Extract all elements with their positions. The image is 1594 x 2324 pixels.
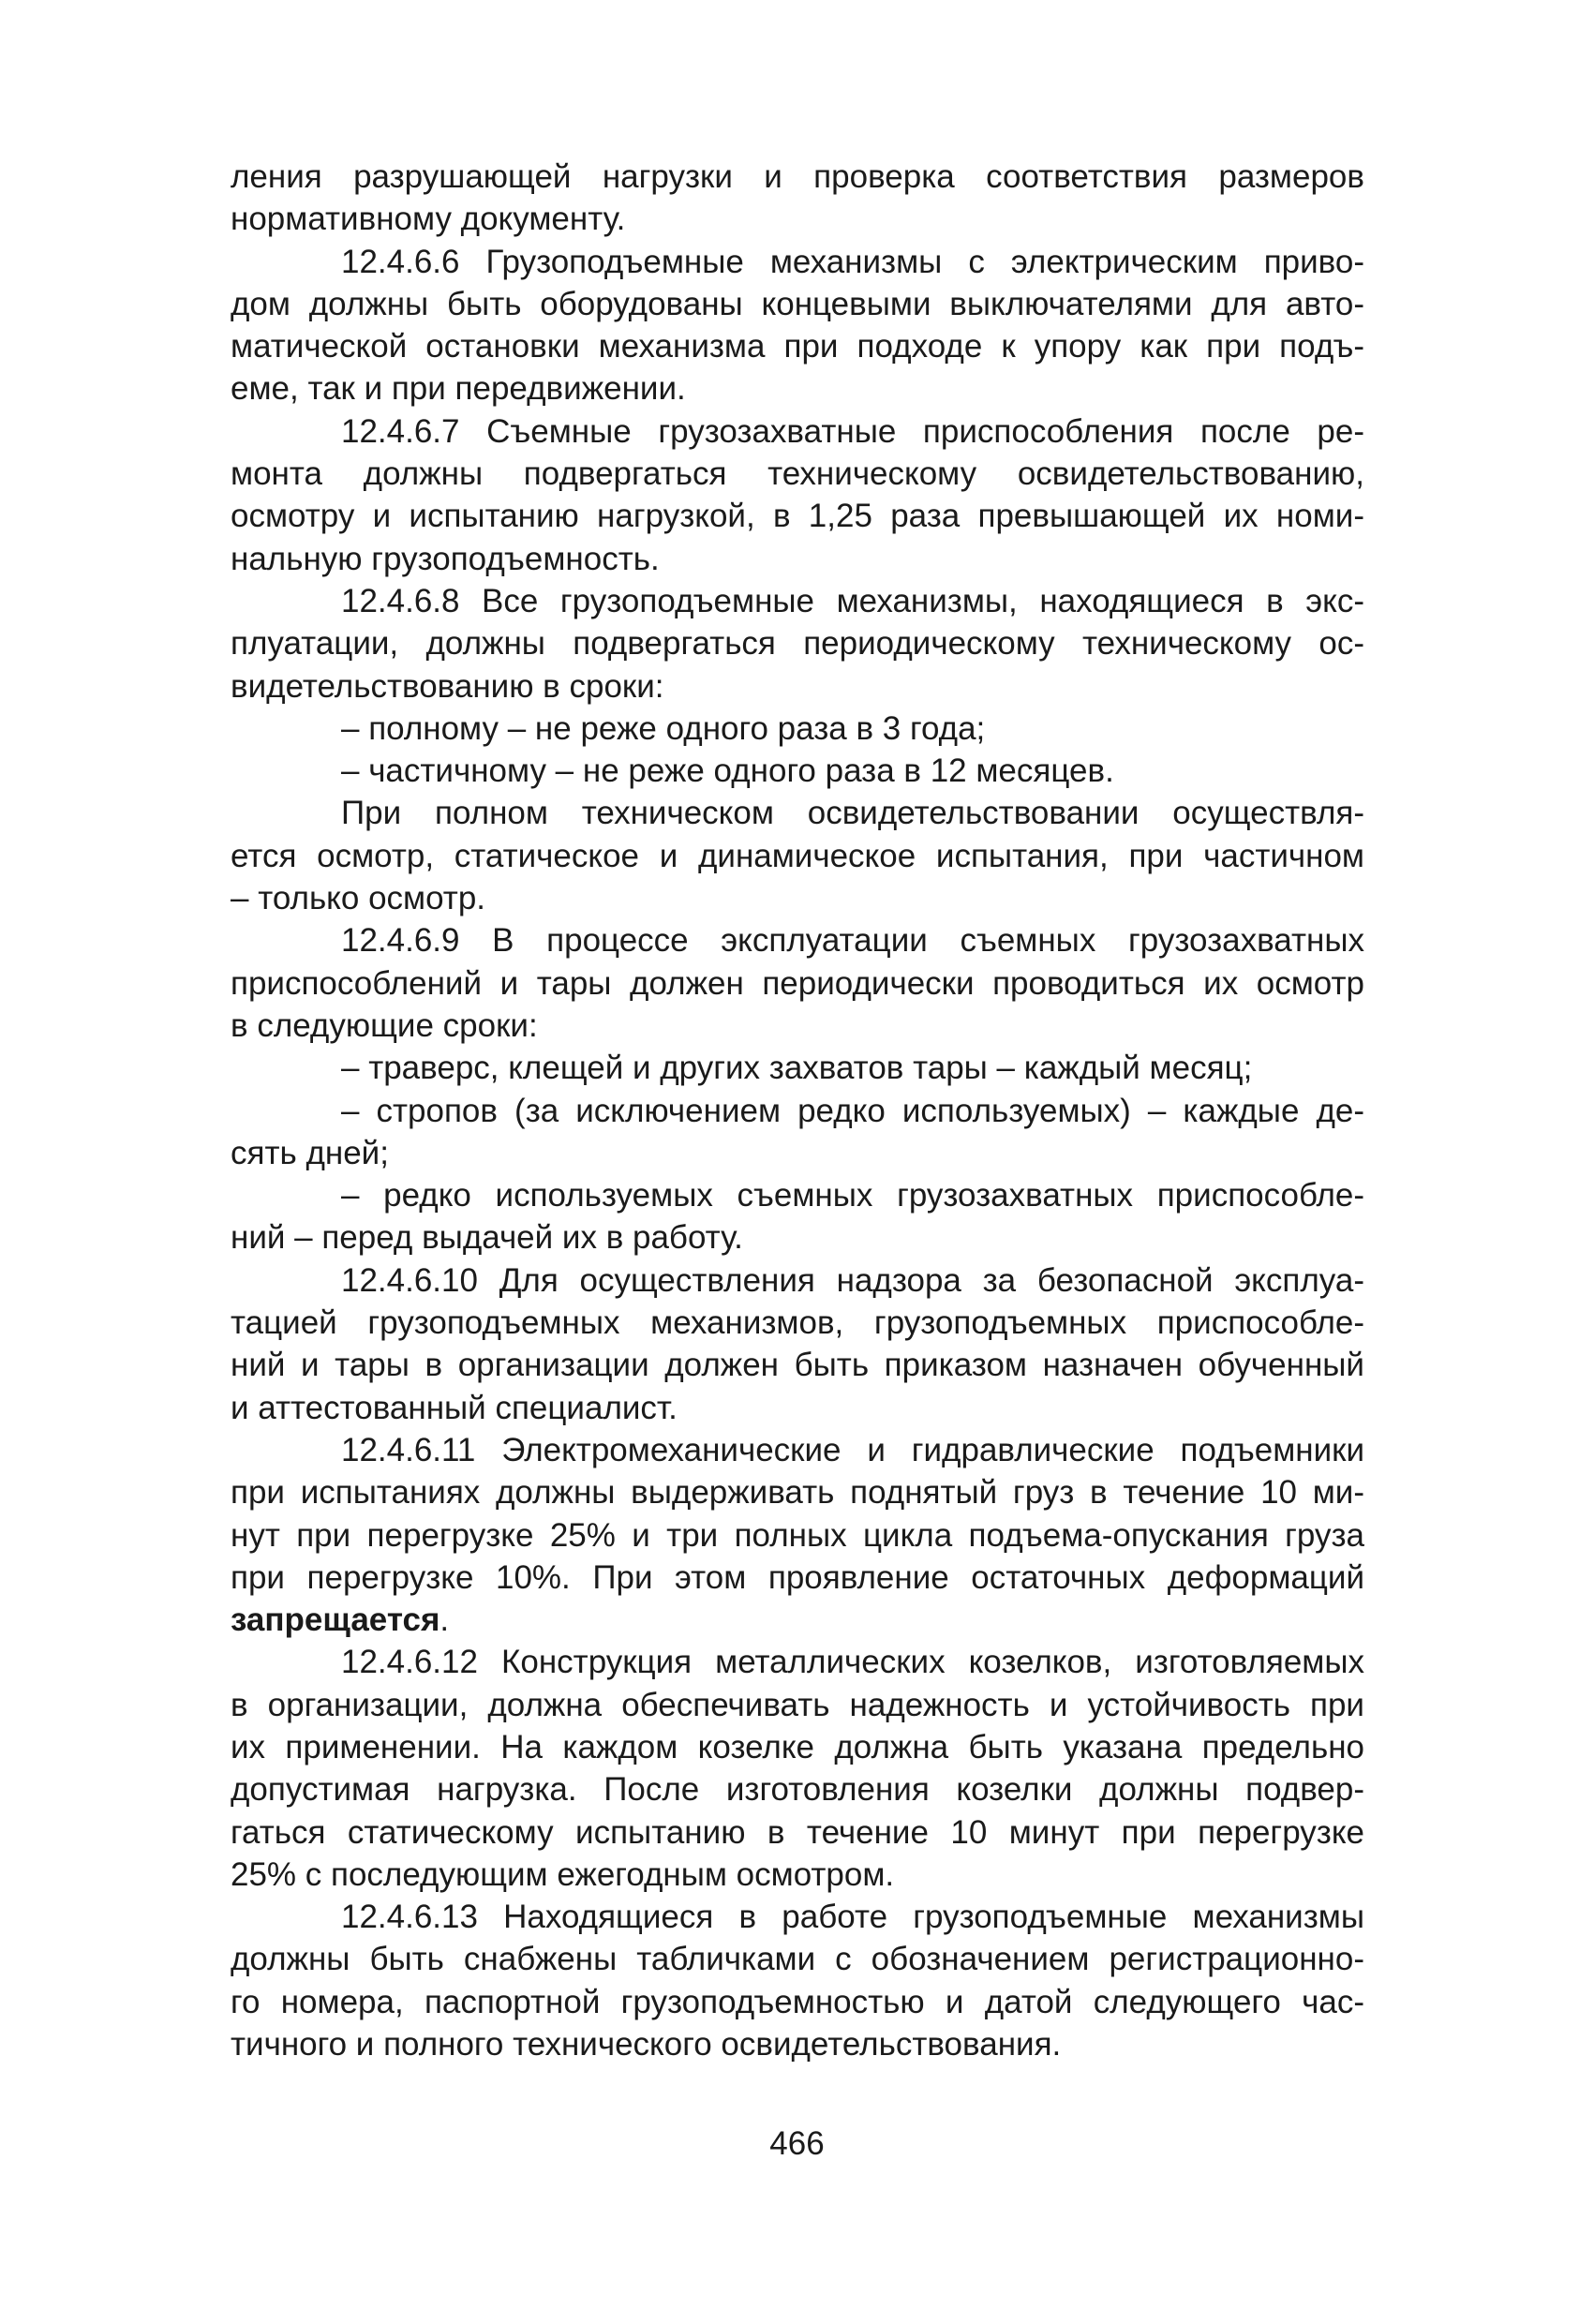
paragraph-p-12-4-6-11 [231,1429,1364,1641]
text-line [231,2023,1364,2065]
page-number: 466 [769,2125,825,2162]
text-line [231,1344,1364,1386]
text-line [231,453,1364,495]
text-line [231,198,1364,240]
line-text: 12.4.6.6 Грузоподъемные механизмы с электрическим приво- [341,243,1364,280]
text-line [231,665,1364,708]
line-text: плуатации, должны подвергаться периодическому техническому ос- [231,625,1364,663]
text-line [231,750,1364,792]
line-text: дом должны быть оборудованы концевыми выключателями для авто- [231,285,1364,322]
line-text: 12.4.6.12 Конструкция металлических козелков, изготовляемых [341,1644,1364,1681]
text-line [231,1216,1364,1259]
line-text: при испытаниях должны выдерживать поднятый груз в течение 10 ми- [231,1474,1364,1512]
line-text: матической остановки механизма при подходе к упору как при подъ- [231,328,1364,365]
paragraph-p-cont [231,156,1364,241]
line-text: – полному – не реже одного раза в 3 года; [341,709,986,747]
line-text: допустимая нагрузка. После изготовления козелки должны подвер- [231,1771,1364,1809]
text-line [231,1938,1364,1980]
line-text: 12.4.6.9 В процессе эксплуатации съемных грузозахватных [341,922,1364,960]
line-text: должны быть снабжены табличками с обозначением регистрационно- [231,1941,1364,1978]
text-line [231,1174,1364,1216]
text-line [231,1090,1364,1132]
line-text: тичного и полного технического освидетельствования. [231,2026,1062,2063]
line-text: – траверс, клещей и других захватов тары – каждый месяц; [341,1050,1253,1087]
paragraph-p-12-4-6-6 [231,241,1364,410]
text-line [231,835,1364,877]
line-text: гаться статическому испытанию в течение 10 минут при перегрузке [231,1813,1364,1851]
emphasis-text: запрещается [231,1601,440,1639]
line-text: ется осмотр, статическое и динамическое испытания, при частичном [231,837,1364,874]
text-line [231,538,1364,580]
line-text: видетельствованию в сроки: [231,667,664,705]
line-text: еме, так и при передвижении. [231,370,686,408]
text-line [231,410,1364,453]
text-line [231,622,1364,664]
line-text: нормативному документу. [231,201,626,238]
text-line [231,495,1364,537]
text-line [231,283,1364,325]
text-line [231,1387,1364,1429]
line-text: – только осмотр. [231,880,486,917]
text-line [231,1259,1364,1302]
text-line [231,1854,1364,1896]
text-line [231,708,1364,750]
text-line [231,962,1364,1005]
text-line [231,919,1364,961]
line-text: ления разрушающей нагрузки и проверка соответствия размеров [231,158,1364,195]
line-text: монта должны подвергаться техническому освидетельствованию, [231,455,1364,493]
line-text: 12.4.6.11 Электромеханические и гидравлические подъемники [341,1431,1364,1468]
paragraph-p-12-4-6-8 [231,580,1364,708]
text-line [231,241,1364,283]
text-line [231,1599,1364,1641]
text-line [231,1514,1364,1557]
text-line [231,1471,1364,1513]
line-text: 25% с последующим ежегодным осмотром. [231,1855,895,1893]
text-line [231,1896,1364,1938]
text-line [231,1302,1364,1344]
line-text: 12.4.6.10 Для осуществления надзора за безопасной эксплуа- [341,1261,1364,1299]
paragraph-p-list-2 [231,750,1364,792]
paragraph-p-12-4-6-13 [231,1896,1364,2065]
paragraph-p-list-1 [231,708,1364,750]
text-line [231,1641,1364,1683]
paragraph-p-12-4-6-10 [231,1259,1364,1429]
paragraph-p-list-3 [231,1047,1364,1089]
line-text: – стропов (за исключением редко используемых) – каждые де- [341,1092,1364,1129]
text-line [231,1429,1364,1471]
text-line [231,325,1364,367]
text-line [231,1557,1364,1599]
text-line [231,877,1364,919]
line-text: тацией грузоподъемных механизмов, грузоподъемных приспособле- [231,1304,1364,1342]
paragraph-p-inspection [231,792,1364,919]
line-suffix: . [439,1601,450,1639]
text-line [231,1047,1364,1089]
line-text: го номера, паспортной грузоподъемностью и датой следующего час- [231,1983,1364,2020]
paragraph-p-12-4-6-12 [231,1641,1364,1896]
text-line [231,1981,1364,2023]
line-text: осмотру и испытанию нагрузкой, в 1,25 раза превышающей их номи- [231,498,1364,535]
text-line [231,156,1364,198]
paragraph-p-list-4 [231,1090,1364,1175]
line-text: при перегрузке 10%. При этом проявление остаточных деформаций [231,1558,1364,1596]
text-line [231,1726,1364,1768]
text-line [231,1811,1364,1854]
text-line [231,792,1364,834]
text-line [231,1768,1364,1810]
line-text: в следующие сроки: [231,1006,538,1044]
text-line [231,367,1364,410]
text-line [231,1684,1364,1726]
line-text: ний и тары в организации должен быть приказом назначен обученный [231,1347,1364,1384]
paragraph-p-12-4-6-9 [231,919,1364,1047]
line-text: – редко используемых съемных грузозахватных приспособле- [341,1177,1364,1214]
paragraph-p-list-5 [231,1174,1364,1259]
line-text: приспособлений и тары должен периодически проводиться их осмотр [231,964,1364,1002]
text-line [231,1132,1364,1174]
line-text: – частичному – не реже одного раза в 12 месяцев. [341,752,1114,790]
line-text: сять дней; [231,1134,389,1171]
line-text: ний – перед выдачей их в работу. [231,1219,743,1257]
line-text: их применении. На каждом козелке должна быть указана предельно [231,1728,1364,1765]
paragraph-p-12-4-6-7 [231,410,1364,580]
text-line [231,580,1364,622]
text-line [231,1005,1364,1047]
line-text: При полном техническом освидетельствовании осуществля- [341,795,1364,832]
line-text: нальную грузоподъемность. [231,540,660,577]
line-text: нут при перегрузке 25% и три полных цикла подъема-опускания груза [231,1516,1364,1554]
line-text: 12.4.6.8 Все грузоподъемные механизмы, находящиеся в экс- [341,582,1364,619]
line-text: 12.4.6.7 Съемные грузозахватные приспособления после ре- [341,412,1364,450]
document-body [231,156,1364,2065]
line-text: в организации, должна обеспечивать надежность и устойчивость при [231,1686,1364,1723]
line-text: и аттестованный специалист. [231,1389,678,1426]
line-text: 12.4.6.13 Находящиеся в работе грузоподъемные механизмы [341,1899,1364,1936]
